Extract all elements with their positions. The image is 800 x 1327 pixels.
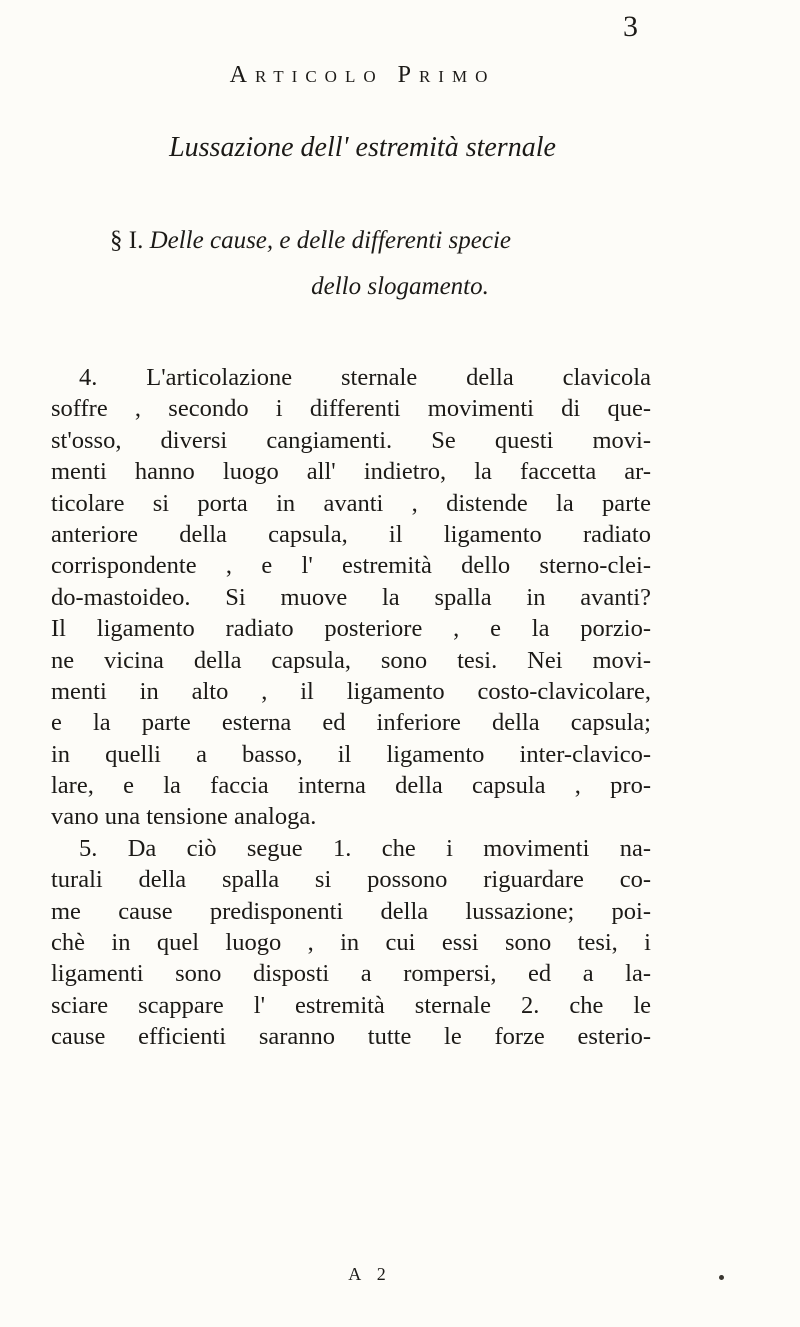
text-line: chè in quel luogo , in cui essi sono tesi, i [51,929,651,957]
text-line: cause efficienti saranno tutte le forze esterio- [51,1023,651,1051]
text-line: corrispondente , e l' estremità dello sterno-clei- [51,552,651,580]
subsection-title-line-1 [110,218,730,264]
subsection-marker: § I. [110,227,144,254]
text-line: 4. L'articolazione sternale della clavicola [79,364,651,391]
signature-mark: A 2 [348,1264,392,1284]
page-number: 3 [623,10,638,43]
chapter-title: Lussazione dell' estremità sternale [169,132,556,163]
text-line: me cause predisponenti della lussazione; poi- [51,897,651,925]
text-line: turali della spalla si possono riguardare co- [51,866,651,894]
text-line: ticolare si porta in avanti , distende la parte [51,489,651,517]
text-line: soffre , secondo i differenti movimenti di que- [51,395,651,423]
body-text [51,362,651,1053]
text-line: sciare scappare l' estremità sternale 2. che le [51,991,651,1019]
section-heading: Articolo Primo [229,62,496,88]
text-line: e la parte esterna ed inferiore della capsula; [51,709,651,737]
text-line: anteriore della capsula, il ligamento radiato [51,520,651,548]
text-line: 5. Da ciò segue 1. che i movimenti na- [79,834,651,862]
text-line: st'osso, diversi cangiamenti. Se questi movi- [51,426,651,454]
text-line: ligamenti sono disposti a rompersi, ed a la- [51,960,651,988]
text-line: lare, e la faccia interna della capsula , pro- [51,772,651,800]
subsection-title-text: Delle cause, e delle differenti specie [149,227,512,254]
text-line: do-mastoideo. Si muove la spalla in avanti? [51,583,651,611]
subsection-heading [110,218,730,310]
text-line: vano una tensione analoga. [51,803,317,831]
text-line: in quelli a basso, il ligamento inter-clavico- [51,740,651,768]
ink-dot [719,1275,724,1280]
text-line: Il ligamento radiato posteriore , e la porzio- [51,615,651,643]
text-line: ne vicina della capsula, sono tesi. Nei movi- [51,646,651,674]
text-line: menti in alto , il ligamento costo-clavicolare, [51,677,651,705]
text-line: menti hanno luogo all' indietro, la faccetta ar- [51,458,651,486]
subsection-title-line-2: dello slogamento. [311,273,489,300]
